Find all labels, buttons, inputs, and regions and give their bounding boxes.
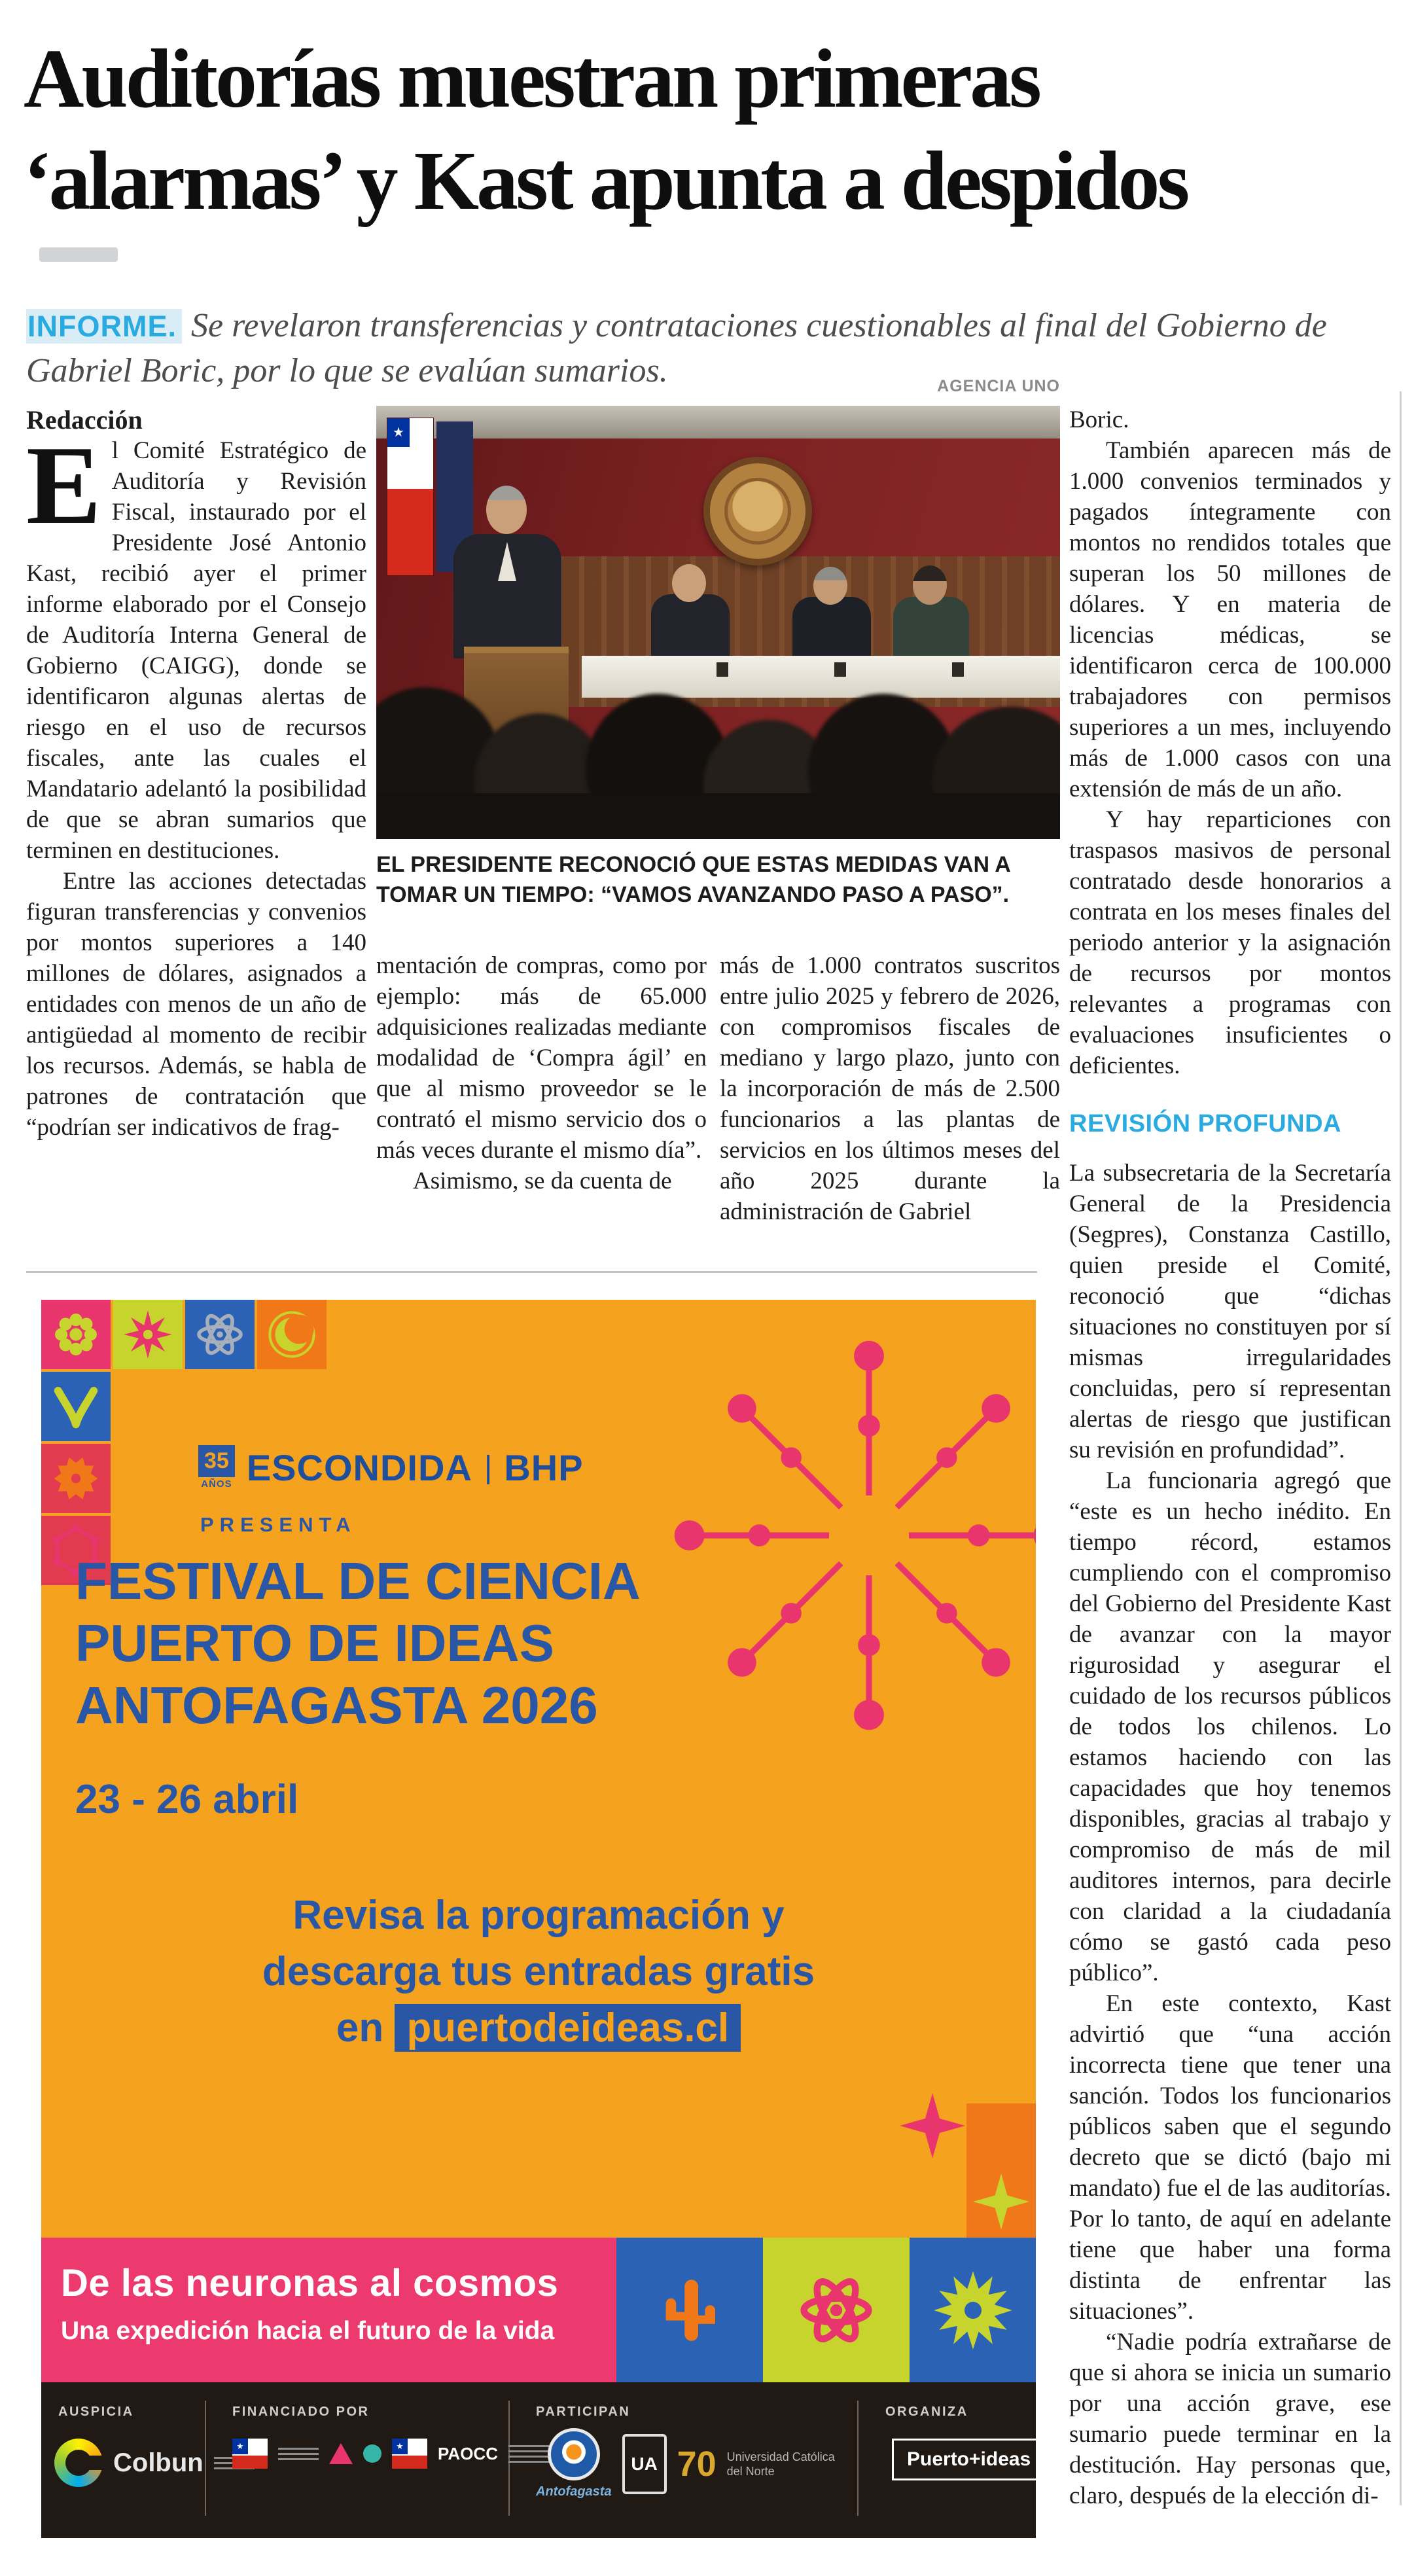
paocc-wordmark: PAOCC <box>438 2443 498 2463</box>
headline-line2: ‘alarmas’ y Kast apunta a despidos <box>24 134 1188 227</box>
dot-shape-icon <box>363 2444 381 2463</box>
body-column-3 <box>720 950 1060 1248</box>
antofagasta-crest <box>536 2428 612 2499</box>
article-headline <box>24 27 1404 232</box>
star8-icon <box>122 1308 174 1361</box>
atom-icon <box>194 1308 246 1361</box>
organiza-logos <box>892 2439 1046 2480</box>
brand-separator: | <box>484 1450 493 1485</box>
festival-title <box>75 1550 641 1736</box>
band-title: De las neuronas al cosmos <box>61 2262 559 2304</box>
paragraph: Asimismo, se da cuenta de <box>413 1168 672 1194</box>
cup <box>834 662 846 677</box>
colbun-wordmark: Colbun <box>113 2448 204 2477</box>
flower-icon <box>50 1308 102 1361</box>
cup <box>952 662 964 677</box>
photo-credit: AGENCIA UNO <box>937 377 1060 395</box>
chile-flag <box>387 418 434 576</box>
divider <box>857 2401 858 2516</box>
ua-logo: UA <box>622 2434 667 2494</box>
cta-line3 <box>41 2000 1036 2056</box>
cta-prefix: en <box>336 2005 384 2050</box>
tile-atom-pink <box>763 2238 910 2382</box>
tile-bird <box>41 1372 111 1441</box>
byline: Redacción <box>26 405 143 435</box>
column-rule <box>1400 391 1402 2505</box>
antofagasta-wordmark: Antofagasta <box>536 2484 612 2499</box>
festival-dates: 23 - 26 abril <box>75 1777 299 1822</box>
logo-text-lines <box>278 2444 319 2463</box>
news-photo <box>376 406 1060 839</box>
tile-moon <box>257 1300 327 1369</box>
gear-icon <box>50 1452 102 1505</box>
paragraph <box>26 423 366 866</box>
cta-line1: Revisa la programación y <box>292 1893 785 1938</box>
sparkle-icon <box>900 2093 965 2158</box>
guest-head <box>913 565 947 605</box>
paragraph-text: l Comité Estratégico de Auditoría y Revisión Fiscal, instaurado por el Presidente José Antonio Kast, recibió ayer el primer informe elaborado por el Consejo de Auditoría Interna General de Gobierno (CAIGG), donde se identificaron algunas alertas de riesgo en el uso de recursos fiscales, ante las cuales el Mandatario adelantó la posibilidad de que se abran sumarios que terminen en destituciones. <box>26 437 366 864</box>
tile-star <box>113 1300 183 1369</box>
table <box>582 656 1060 698</box>
ad-cta <box>41 1887 1036 2056</box>
tile-starburst <box>910 2238 1036 2382</box>
cactus-icon <box>647 2268 732 2353</box>
badge-anos: AÑOS <box>201 1478 232 1490</box>
financiado-logos <box>232 2439 549 2469</box>
cup <box>717 662 728 677</box>
headline-line1: Auditorías muestran primeras <box>24 32 1039 125</box>
paragraph: También aparecen más de 1.000 convenios terminados y pagados íntegramente con montos no rendidos totales que superan los 50 millones de dólares. Y en materia de licencias médicas, se identificaron cerca de 100.000 trabajadores con permisos superiores a un mes, incluyendo más de 1.000 casos con una extensión de más de un año. <box>1069 437 1391 802</box>
atom-swirl-icon <box>794 2268 879 2353</box>
paragraph: La funcionaria agregó que “este es un hecho inédito. En tiempo récord, estamos cumpliendo con el compromiso del Gobierno del Presidente Kast de avanzar con la mayor rigurosidad y asegurar el cuidado de los recursos públicos de todos los chilenos. Lo estamos haciendo con las capacidades que hoy tenemos disponibles, gracias al trabajo y compromiso de más de mil auditores internos, para decirle con claridad a la ciudadanía cómo se gastó cada peso público”. <box>1069 1467 1391 1986</box>
chile-flag-icon: ★ <box>392 2439 427 2469</box>
brand-bhp: BHP <box>504 1446 584 1488</box>
starburst12-icon <box>930 2268 1016 2353</box>
kicker-label: INFORME. <box>26 309 182 344</box>
paragraph: La subsecretaria de la Secretaría General de la Presidencia (Segpres), Constanza Castillo, quien preside el Comité, reconoció que “dichas situaciones no constituyen por sí mismas irregularidades concluidas, pero sí representan alertas de riesgo que justifican su revisión en profundidad”. <box>1069 1160 1391 1463</box>
ucn-70-mark: 70 <box>677 2444 717 2484</box>
band-subtitle: Una expedición hacia el futuro de la vida <box>61 2317 555 2345</box>
badge-35: 35 <box>198 1445 235 1477</box>
sponsor-label: AUSPICIA <box>58 2405 134 2419</box>
moon-icon <box>266 1308 318 1361</box>
paragraph: Y hay reparticiones con traspasos masivos de personal contratado desde honorarios a contrata en los meses finales del periodo anterior y la asignación de recursos por montos relevantes a programas con evaluaciones insuficientes o deficientes. <box>1069 806 1391 1079</box>
festival-website-link[interactable]: puertodeideas.cl <box>395 2004 741 2052</box>
horizontal-rule <box>26 1271 1037 1273</box>
ink-smudge <box>39 247 118 262</box>
cta-line2: descarga tus entradas gratis <box>262 1949 815 1994</box>
brand-escondida: ESCONDIDA <box>246 1446 472 1488</box>
sponsor-label: PARTICIPAN <box>536 2405 631 2419</box>
drop-cap: E <box>26 423 101 548</box>
kicker-text: Se revelaron transferencias y contrataciones cuestionables al final del Gobierno de Gabriel Boric, por lo que se evalúan sumarios. <box>26 307 1327 389</box>
tile-gear <box>41 1444 111 1513</box>
chile-flag-icon: ★ <box>232 2439 268 2469</box>
festival-title-line3: ANTOFAGASTA 2026 <box>75 1676 598 1734</box>
participan-logos <box>536 2428 838 2499</box>
sponsor-lockup <box>198 1445 584 1490</box>
presents-label: PRESENTA <box>200 1513 357 1536</box>
festival-title-line2: PUERTO DE IDEAS <box>75 1614 554 1672</box>
ad-sponsors-band <box>41 2382 1036 2538</box>
paragraph: Entre las acciones detectadas figuran transferencias y convenios por montos superiores a 140 millones de dólares, asignados a entidades con menos de un año de antigüedad al momento de recibir los recursos. Además, se habla de patrones de contratación que “podrían ser indicativos de frag- <box>26 868 366 1141</box>
triangle-shape-icon <box>329 2443 353 2464</box>
bird-v-icon <box>50 1380 102 1433</box>
photo-foreground <box>376 793 1060 839</box>
guest-head <box>672 564 706 602</box>
tile-flower <box>41 1300 111 1369</box>
wall-seal <box>703 457 812 565</box>
festival-advertisement[interactable] <box>41 1300 1036 2382</box>
speaker-head <box>486 486 527 534</box>
sponsor-label: ORGANIZA <box>885 2405 968 2419</box>
crest-icon <box>548 2428 600 2480</box>
paragraph: En este contexto, Kast advirtió que “una acción incorrecta tiene que tener una sanción. Todos los funcionarios públicos saben que el segundo decreto que se dictó (bajo mi mandato) fue el de las auditorías. Por lo tanto, de aquí en adelante tiene que haber una forma distinta de enfrentar las situaciones”. <box>1069 1990 1391 2325</box>
tile-cactus <box>616 2238 763 2382</box>
paragraph: más de 1.000 contratos suscritos entre julio 2025 y febrero de 2026, con compromisos fiscales de mediano y largo plazo, junto con la incorporación de más de 2.500 funcionarios a las plantas de servicios en los últimos meses del año 2025 durante la administración de Gabriel <box>720 952 1060 1225</box>
festival-title-line1: FESTIVAL DE CIENCIA <box>75 1552 641 1610</box>
paragraph: mentación de compras, como por ejemplo: más de 65.000 adquisiciones realizadas mediante modalidad de ‘Compra ágil’ en que al mismo proveedor se le contrató el mismo servicio dos o más veces durante el mismo día”. <box>376 952 707 1164</box>
tile-atom <box>185 1300 255 1369</box>
escondida-35-badge <box>198 1445 235 1490</box>
colbun-logo-icon <box>54 2439 103 2487</box>
section-subhead: REVISIÓN PROFUNDA <box>1069 1110 1341 1137</box>
ucn-wordmark: Universidad Católica del Norte <box>726 2450 835 2478</box>
puerto-de-ideas-logo: Puerto+ideas <box>892 2439 1046 2480</box>
body-column-2 <box>376 950 707 1248</box>
sparkle-icon <box>973 2174 1029 2230</box>
asterisk-burst-icon <box>663 1329 1036 1742</box>
body-column-4 <box>1069 404 1391 2545</box>
tile-sparkle <box>966 2103 1036 2238</box>
photo-ceiling <box>376 406 1060 438</box>
guest-head <box>813 567 847 605</box>
sponsor-label: FINANCIADO POR <box>232 2405 370 2419</box>
auspicia-logos <box>54 2439 255 2487</box>
paragraph: Boric. <box>1069 406 1129 433</box>
photo-caption: EL PRESIDENTE RECONOCIÓ QUE ESTAS MEDIDAS VAN A TOMAR UN TIEMPO: “VAMOS AVANZANDO PASO A PASO”. <box>376 852 1010 907</box>
paragraph: “Nadie podría extrañarse de que si ahora se inicia un sumario por una acción grave, ese sumario puede terminar en la destitución. Hay personas que, claro, después de la elección di- <box>1069 2329 1391 2509</box>
body-column-1 <box>26 404 366 1265</box>
ad-tagline-band <box>41 2238 616 2382</box>
